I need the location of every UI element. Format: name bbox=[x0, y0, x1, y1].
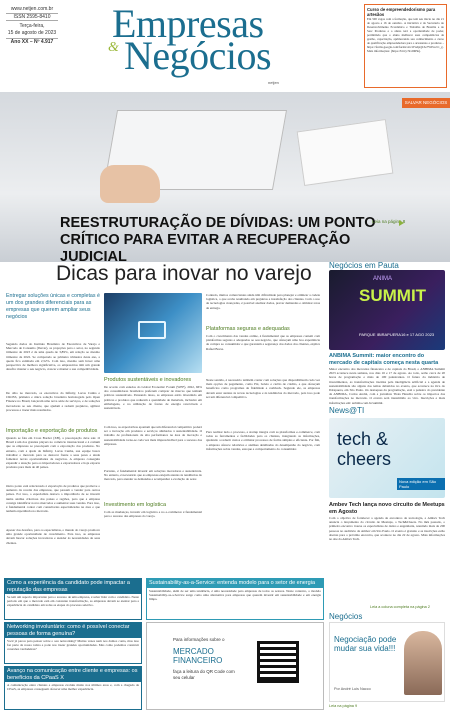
issn: ISSN 2595-8410 bbox=[6, 14, 58, 22]
box-cpaas-text: A comunicação entre clientes e empresas evoluiu muito nos últimos anos e, com a chegada da CPaaS, as empresas conseguem oferecer uma melhor experiência. bbox=[7, 683, 139, 692]
article-col1 bbox=[6, 342, 100, 548]
article-p7: Com isso, as expectativas apontam que um diferencial competitivo poderá ser a inovação em produtos e serviços alinhados à sustentabilidade. O trabalho de profissionais de alta performance na área de inovação e sustentabilidade torna-se cada vez mais imprescindível para o sucesso das empresas. bbox=[104, 425, 202, 446]
top-right-title: Curso de empreendedorismo para artesãos bbox=[367, 7, 436, 17]
negocios-leia-link[interactable]: Leia na página 9 bbox=[329, 704, 358, 708]
edition-date-full: 15 de agosto de 2023 bbox=[7, 29, 57, 36]
box-cpaas-title[interactable]: Avanço na comunicação entre cliente e empresas: os benefícios da CPaaS X bbox=[5, 667, 141, 682]
article-p6: De acordo com estudos do Global Economic Forum (WEF), 2022, 66% dos consumidores brasileiros preferem comprar de marcas que tenham práticas sustentáveis. Pensando nisso, as empresas estão investindo em práticas e produtos que reduzam a quantidade de materiais, inclusive em embalagens, e na utilização de fontes de energia renováveis e sustentáveis. bbox=[104, 385, 202, 411]
subhead-plataformas: Plataformas seguras e adequadas bbox=[206, 326, 290, 332]
logo-empresas: Empresas bbox=[112, 1, 264, 46]
issue-number: Ano XX – Nº 4.917 bbox=[6, 38, 58, 46]
tech-cheers-ad[interactable] bbox=[329, 418, 445, 498]
qr-code-icon[interactable] bbox=[257, 641, 299, 683]
shopping-cart-icon bbox=[138, 321, 166, 339]
qr-info1: Para informações sobre o bbox=[173, 637, 225, 642]
newsti-headline[interactable]: Ambev Tech lança novo circuito de Meetups em Agosto bbox=[329, 502, 445, 515]
neg-ad-text: Negociação pode mudar sua vida!!! bbox=[334, 635, 397, 653]
subhead-sustentaveis: Produtos sustentáveis e inovadores bbox=[104, 377, 192, 383]
banner-headline[interactable]: REESTRUTURAÇÃO DE DÍVIDAS: UM PONTO CRÍTICO PARA EVITAR A RECUPERAÇÃO JUDICIAL bbox=[60, 215, 376, 265]
pauta-headline[interactable]: ANBIMA Summit: maior encontro do mercado de capitais começa nesta quarta bbox=[329, 353, 439, 366]
article-p2: De olho no mercado, os executivos da Infinity, Lucas Cunha e CROSS, primeira e única solução brasileira homologada pelo Open Finance no Brasil, lançaram uma nova série de serviços, e de soluções inovadoras ao seu cliente, que ajudam a reduzir prejuízos, agilizar processos e trazer mais resultados. bbox=[6, 391, 100, 412]
article-p10: Contudo, muitos comerciantes ainda têm dificuldade para planejar e otimizar a cadeia logística, o que acaba resultando em prejuízos e insatisfação dos clientes. Com o uso de tecnologias avançadas, é possível analisar dados, prever demandas e otimizar rotas de entrega. bbox=[206, 293, 320, 310]
arrow-right-icon bbox=[399, 220, 404, 226]
pauta-title: Negócios em Pauta bbox=[329, 261, 399, 270]
qr-info3: faça a leitura do QR Code com seu celular bbox=[173, 669, 235, 680]
article-p8: Portanto, é fundamental investir em soluções inovadoras e sustentáveis. No entanto, é necessário que as empresas estejam atentas às tendências do mercado, para atender as demandas e acompanhar a evolução do setor. bbox=[104, 469, 202, 482]
qr-info2: MERCADO FINANCEIRO bbox=[173, 647, 223, 665]
header-info bbox=[6, 6, 58, 46]
tech-line2: cheers bbox=[337, 449, 392, 469]
edition-date: Terça-feira, bbox=[19, 23, 45, 29]
article-p5: Apesar dos desafios, para os especialistas, o mundo do varejo promove uma grande oportunidade de crescimento. Para isso, as empresas devem buscar soluções inovadoras e atender às necessidades de seus clientes. bbox=[6, 528, 100, 545]
article-p3: Quando se fala em Cross Border (XB), a preocupação deve sair. O Brasil é um dos grandes players no comércio internacional e é comum que as empresas se preocupem com a exportação dos produtos. No entanto, com a ajuda da Infinity, Lucas Cunha, sua equipe busca trabalhar o mercado para se destacar frente a seus pares e ainda fomentar novas oportunidades de negócios. A empresa conseguiu expandir a atuação para os importadores e exportadores e hoje exporta produtos para mais de 40 países. bbox=[6, 436, 100, 470]
article-p1: Segundo dados do Instituto Brasileiro de Executivos de Varejo e Mercado de Consumo (Ibevar), as projeções para o setor, no segundo trimestre de 2023 é de uma queda de 3,89%, em relação ao mesmo trimestre de 2022. Se comparado ao primeiro trimestre deste ano, a queda fica estimada em 2,52%. Com isso, mesmo sem haver uma perspectiva de melhora significativa, os empresários têm um grande desafio: manter o seu negócio, crescer e manter a sua competitividade. bbox=[6, 342, 100, 372]
pauta-text: Maior encontro dos mercados financeiro e de capitais do Brasil, o ANBIMA Summit 2023 acontece nesta semana, nos dias 16 e 17 de agosto. Ao todo, serão cerca de 20 horas de programação e mais de 100 palestrantes. O futuro da indústria de investimentos, as transformações trazidas pela inteligência artificial e a agenda de sustentabilidade são alguns dos temas debatidos no evento, que acontece na Oca do Ibirapuera, em São Paulo. Os destaques da programação, está a palestra do presidente da ANBIMA, Carlos André, com a jornalista Thais Heredia sobre os impactos das transformações no mercado. O evento será transmitido ao vivo. Inscrições e mais informações em: anbima.com.br/summit. bbox=[329, 367, 445, 405]
box-cpaas bbox=[4, 666, 142, 710]
author-avatar bbox=[404, 631, 442, 695]
top-right-box bbox=[364, 4, 447, 88]
netjen-mark: netjen bbox=[268, 80, 279, 85]
box-networking-title[interactable]: Networking involuntário: como é possível conectar pessoas de forma genuína? bbox=[5, 623, 141, 638]
subhead-import: Importação e exportação de produtos bbox=[6, 428, 98, 434]
box-candidato-title[interactable]: Como a experiência da candidato pode impactar a reputação das empresas bbox=[5, 579, 141, 594]
site-url[interactable]: www.netjen.com.br bbox=[6, 6, 58, 14]
ad-summit: SUMMIT bbox=[359, 286, 427, 305]
top-right-text: Em 500 vagas com a formação, que tem seu início no dia 21 de agosto e 16 de outubro. A iniciativa é da Secretaria do Desenvolvimento Econômico e Trabalho de Brasília e do Sesc Produtos e o aluno terá a oportunidade de poder, permitindo que o aluno melhorar suas competências de gestão, capacitação, aprimorando seu conhecimento e curso de qualificação empreendedora para o artesanato e produtos – https://forms.google.com/forms/d/e/1FAIpQLSe7WPw2c1_g. Mais informações: (https://bit.ly/3Cd9iHo). bbox=[367, 17, 444, 53]
box-networking bbox=[4, 622, 142, 664]
hand-image bbox=[100, 165, 160, 203]
neg-author: Por André Luis Nacco bbox=[334, 687, 371, 691]
anbima-summit-ad[interactable] bbox=[329, 270, 445, 350]
tech-sub: Nova edição em São Paulo bbox=[397, 478, 445, 490]
box-candidato-text: Se tem um aspecto importante para o sucesso de uma empresa, é saber lidar com o candidato. Neste período em que o mercado está em constante transformação, as empresas devem se atentar para a experiência do candidato em todas as etapas do processo seletivo. bbox=[7, 595, 139, 608]
qr-box[interactable] bbox=[146, 622, 324, 710]
box-candidato bbox=[4, 578, 142, 620]
newsti-leia-link[interactable]: Leia a coluna completa na página 2 bbox=[370, 605, 430, 609]
box-sustainability-text: Sustentabilidade, além de ser uma tendência, é uma necessidade para empresas de todos os setores. Neste contexto, o modelo Sustainability-as-a-Service surge como uma alternativa para empresas que querem investir em sustentabilidade e em energia limpa. bbox=[149, 588, 321, 601]
article-p11: Com o crescimento das vendas online, é fundamental que as empresas contem com plataformas seguras e adequadas ao seu negócio, que ofereçam uma boa experiência de compra ao consumidor e que garantam a segurança dos dados dos clientes, explica Rafael Borsa. bbox=[206, 334, 320, 351]
article-p4: Outro ponto está relacionado à exportação de produtos que promove o aumento da receita das empresas, que passam a vender para outros países. Por isso, o especialista destaca a importância de se investir numa análise criteriosa dos países e regiões, para que a empresa consiga identificar novos mercados e aumentar suas vendas. Para isso, é fundamental contar com consultorias especializadas na área e que tenham experiência no mercado. bbox=[6, 484, 100, 514]
article-title: Dicas para inovar no varejo bbox=[56, 262, 312, 285]
subhead-logistica: Investimento em logística bbox=[104, 502, 167, 508]
box-networking-text: Você já parou para pensar sobre o seu networking? Muitas vezes nem nos damos conta, mas isso faz parte da nossa rotina e pode nos trazer grandes oportunidades. Mas como podemos construir conexões verdadeiras? bbox=[7, 639, 139, 652]
banner-leia-link[interactable]: Leia na página 8 bbox=[372, 219, 406, 224]
article-col3 bbox=[206, 293, 320, 526]
article-p9: Com as mudanças, investir em logística e no e-commerce é fundamental para o sucesso das empresas do varejo. bbox=[104, 510, 202, 519]
box-sustainability-title[interactable]: Sustainability-as-a-Service: entenda modelo para o setor de energia bbox=[147, 579, 323, 588]
negocios-title: Negócios bbox=[329, 612, 363, 621]
box-sustainability bbox=[146, 578, 324, 620]
newsti-text: Com o objetivo de fortalecer a agenda de encontros de tecnologia, a Ambev Tech anuncia o lançamento do circuito de Meetups, o Tech&Cheers. No mês passado, o primeiro encontro trouxe os especialistas de dados e engenharia, reunindo mais de 200 pessoas no auditório da Ambev em São Paulo. O evento é gratuito e as inscrições estão abertas para o próximo encontro, que acontece no dia 22 de agosto. Mais informações no site da Ambev Tech. bbox=[329, 516, 445, 542]
article-col2 bbox=[104, 377, 202, 524]
ad-place: PARQUE IBIRAPUERA bbox=[359, 332, 401, 337]
logo-ampersand: & bbox=[108, 40, 119, 55]
negocios-ad[interactable] bbox=[329, 622, 445, 702]
ad-date: 16 e 17 AGO 2023 bbox=[401, 332, 435, 337]
save-business-tag: SALVAR NEGÓCIOS bbox=[402, 98, 450, 108]
logo-negocios: Negócios bbox=[124, 33, 272, 78]
ad-anima: ANIMA bbox=[373, 276, 393, 282]
article-p13: Para realizar tudo o processo, a startup integra com as plataformas e-commerce, com todas as ferramentas e facilidades para os clientes, integrando as informações, ajudando a reduzir custos e otimizar processos de forma simples e eficiente. Por fim, a empresa oferece relatórios e análises detalhadas do desempenho do negócio, com informações sobre vendas, estoque e comportamento do consumidor. bbox=[206, 430, 320, 451]
article-lead: Entregar soluções únicas e completas é um dos grandes diferenciais para as empresas que querem ampliar seus negócios bbox=[6, 293, 100, 320]
article-p12: Neste sentido, é necessário também contar com soluções que disponibilizem cada vez mais opções de pagamento, como Pix, boleto e cartão de crédito, e que ofereçam benefícios como programas de fidelidade e cashback. Segundo ele, as empresas devem estar atentas às novas tecnologias e às tendências do mercado, pois isso pode ser um diferencial competitivo. bbox=[206, 378, 320, 399]
tech-line1: tech & bbox=[337, 429, 389, 449]
article-image bbox=[104, 293, 202, 373]
newsti-title: News@TI bbox=[329, 406, 365, 415]
